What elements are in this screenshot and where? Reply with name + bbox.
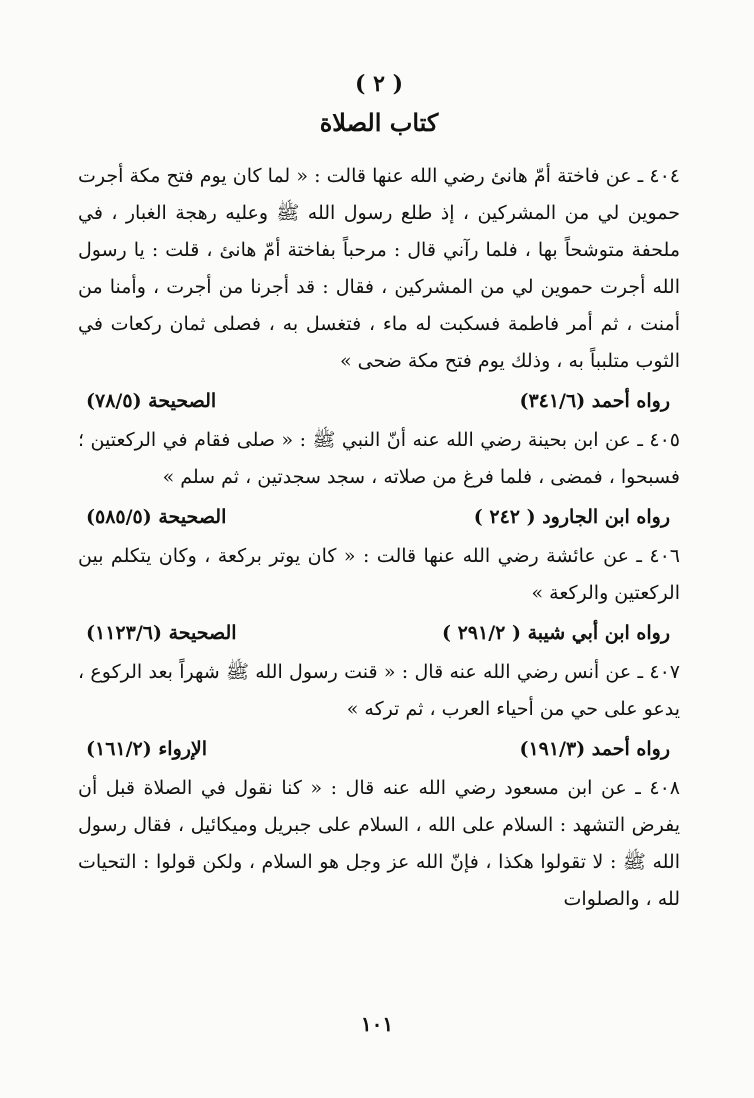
chapter-number: ( ٢ ) (355, 71, 403, 97)
hadith-reference (78, 728, 680, 770)
hadith-reference (78, 380, 680, 422)
page-number: ١٠١ (360, 1012, 394, 1036)
hadith-407 (78, 654, 680, 770)
hadith-text: ٤٠٨ ـ عن ابن مسعود رضي الله عنه قال : « كنا نقول في الصلاة قبل أن يفرض التشهد : السلام على الله ، السلام على جبريل وميكائيل ، فقال رسول الله ﷺ : لا تقولوا هكذا ، فإنّ الله عز وجل هو السلام ، ولكن قولوا : التحيات لله ، والصلوات (78, 777, 680, 910)
hadith-405 (78, 422, 680, 538)
hadith-reference (78, 496, 680, 538)
hadith-text: ٤٠٥ ـ عن ابن بحينة رضي الله عنه أنّ النبي ﷺ : « صلى فقام في الركعتين ؛ فسبحوا ، فمضى ، فلما فرغ من صلاته ، سجد سجدتين ، ثم سلم » (78, 429, 680, 488)
hadith-text: ٤٠٧ ـ عن أنس رضي الله عنه قال : « قنت رسول الله ﷺ شهراً بعد الركوع ، يدعو على حي من أحياء العرب ، ثم تركه » (78, 661, 680, 720)
hadith-text: ٤٠٤ ـ عن فاختة أمّ هانئ رضي الله عنها قالت : « لما كان يوم فتح مكة أجرت حموين لي من المشركين ، إذ طلع رسول الله ﷺ وعليه رهجة الغبار ، في ملحفة متوشحاً بها ، فلما رآني قال : مرحباً بفاختة أمّ هانئ ، قلت : يا رسول الله أجرت حموين لي من المشركين ، فقال : قد أجرنا من أجرت ، وأمنا من أمنت ، ثم أمر فاطمة فسكبت له ماء ، فتغسل به ، فصلى ثمان ركعات في الثوب متلبباً به ، وذلك يوم فتح مكة ضحى » (78, 165, 680, 372)
hadith-grade: الإرواء (١٦١/٢) (86, 738, 208, 760)
chapter-title: كتاب الصلاة (319, 108, 439, 137)
hadith-source: رواه ابن الجارود ( ٢٤٢ ) (473, 506, 670, 528)
hadith-grade: الصحيحة (٥٨٥/٥) (86, 506, 227, 528)
hadith-408 (78, 770, 680, 918)
hadith-source: رواه أحمد (٣٤١/٦) (519, 390, 670, 412)
hadith-text: ٤٠٦ ـ عن عائشة رضي الله عنها قالت : « كان يوتر بركعة ، وكان يتكلم بين الركعتين والركعة » (78, 545, 680, 604)
hadith-grade: الصحيحة (٧٨/٥) (86, 390, 217, 412)
hadith-404 (78, 158, 680, 422)
hadith-source: رواه أحمد (١٩١/٣) (519, 738, 670, 760)
hadith-406 (78, 538, 680, 654)
hadith-grade: الصحيحة (١١٢٣/٦) (86, 622, 237, 644)
hadith-source: رواه ابن أبي شيبة ( ٢٩١/٢ ) (441, 622, 670, 644)
hadith-reference (78, 612, 680, 654)
